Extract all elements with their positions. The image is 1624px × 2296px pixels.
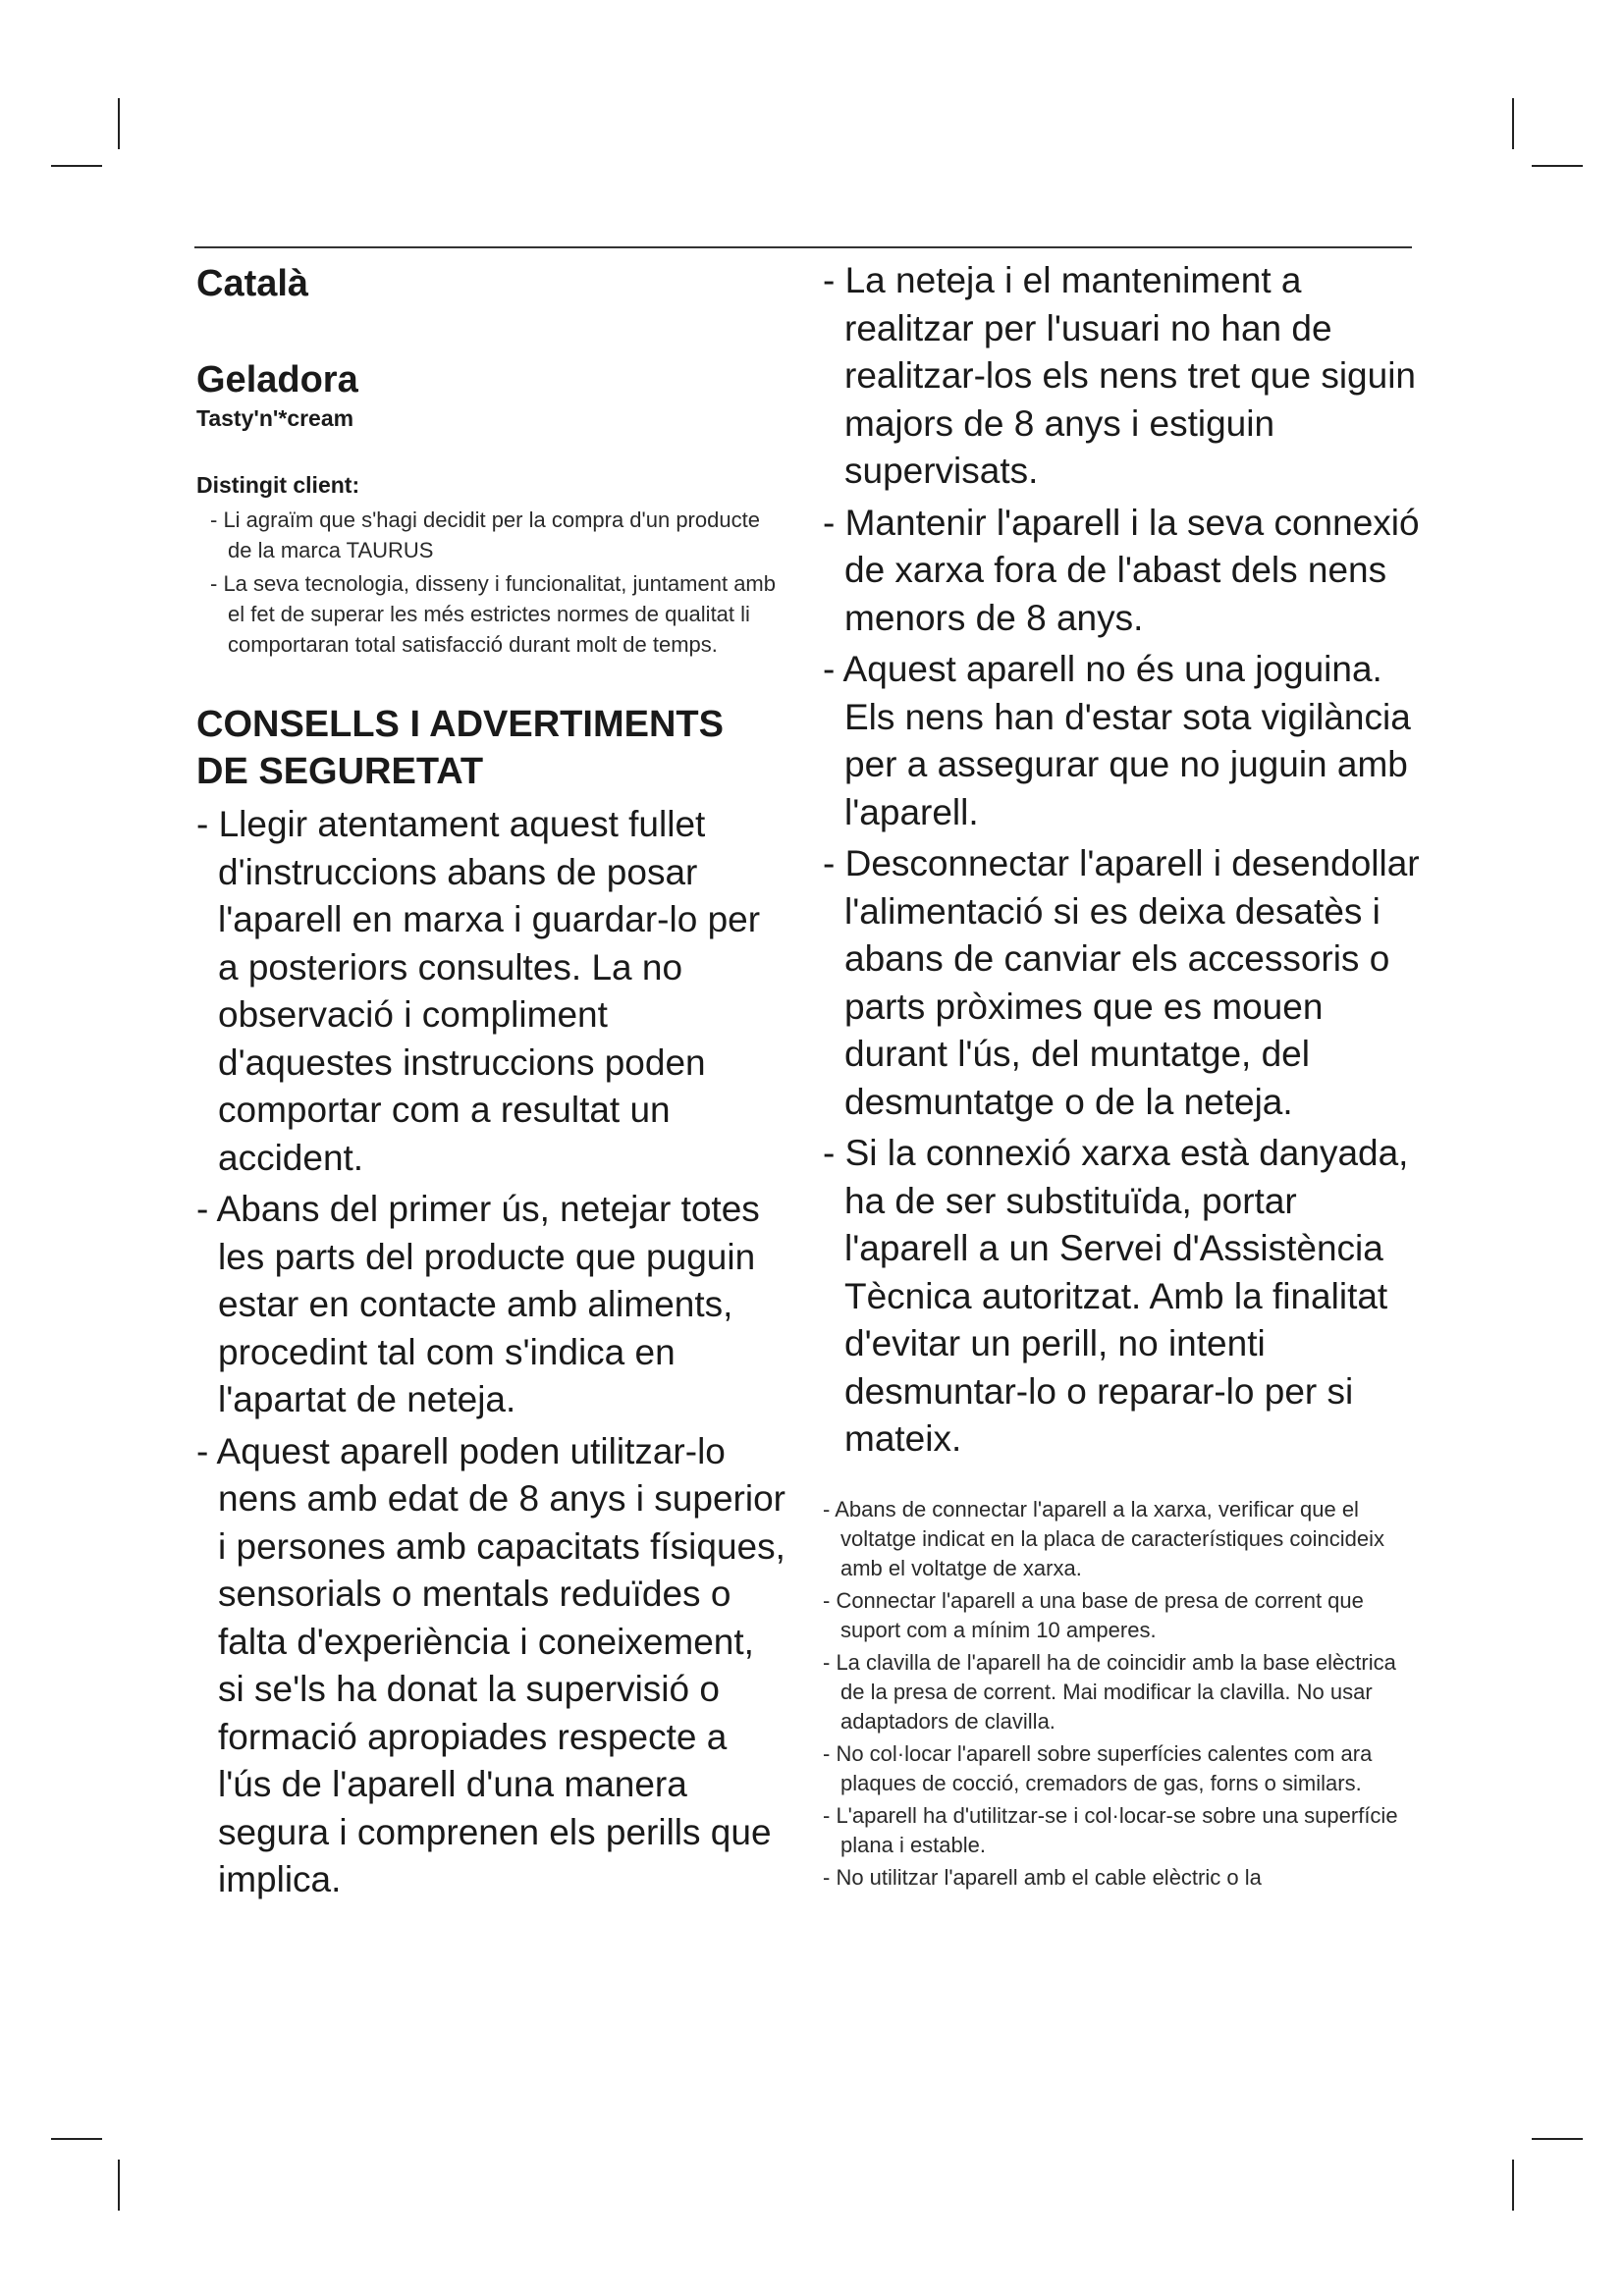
safety-list-small [823, 1495, 1422, 1893]
safety-small-item: - La clavilla de l'aparell ha de coincidir amb la base elèctrica de la presa de corrent. Mai modificar la clavilla. No usar adaptadors de clavilla. [823, 1649, 1396, 1734]
crop-mark [1512, 98, 1514, 149]
safety-list-right [823, 257, 1422, 1464]
safety-item: - Aquest aparell poden utilitzar-lo nens amb edat de 8 anys i superior i persones amb capacitats físiques, sensorials o mentals reduïdes o falta d'experiència i coneixement, si se'ls ha donat la supervisió o formació apropiades respecte a l'ús de l'aparell d'una manera segura i comprenen els perills que implica. [196, 1430, 785, 1899]
header-rule [194, 246, 1412, 248]
model-name: Tasty'n'*cream [196, 405, 354, 431]
section-title: CONSELLS I ADVERTIMENTS DE SEGURETAT [196, 704, 724, 792]
safety-item: - Si la connexió xarxa està danyada, ha de ser substituïda, portar l'aparell a un Servei d'Assistència Tècnica autoritzat. Amb la finalitat d'evitar un perill, no intenti desmuntar-lo o reparar-lo per si mateix. [823, 1133, 1409, 1459]
crop-mark [51, 165, 102, 167]
safety-item: - Aquest aparell no és una joguina. Els nens han d'estar sota vigilància per a assegurar que no juguin amb l'aparell. [823, 649, 1411, 832]
crop-mark [1512, 2160, 1514, 2211]
intro-list [196, 505, 785, 660]
safety-item: - Abans del primer ús, netejar totes les parts del producte que puguin estar en contacte amb aliments, procedint tal com s'indica en l'apartat de neteja. [196, 1189, 760, 1419]
safety-item: - La neteja i el manteniment a realitzar per l'usuari no han de realitzar-los els nens tret que siguin majors de 8 anys i estiguin supervisats. [823, 260, 1417, 491]
safety-small-item: - No col·locar l'aparell sobre superfícies calentes com ara plaques de cocció, cremadors de gas, forns o similars. [823, 1740, 1373, 1795]
right-column [823, 257, 1422, 1893]
crop-mark [118, 2160, 120, 2211]
safety-small-item: - L'aparell ha d'utilitzar-se i col·locar-se sobre una superfície plana i estable. [823, 1802, 1398, 1857]
language-title: Català [196, 263, 309, 304]
crop-mark [1532, 165, 1583, 167]
crop-mark [51, 2138, 102, 2140]
safety-small-item: - Connectar l'aparell a una base de presa de corrent que suport com a mínim 10 amperes. [823, 1587, 1364, 1642]
intro-item: - Li agraïm que s'hagi decidit per la compra d'un producte de la marca TAURUS [210, 507, 760, 562]
safety-item: - Mantenir l'aparell i la seva connexió de xarxa fora de l'abast dels nens menors de 8 anys. [823, 502, 1420, 638]
greeting: Distingit client: [196, 472, 360, 498]
left-column [196, 257, 785, 1904]
safety-item: - Llegir atentament aquest fullet d'instruccions abans de posar l'aparell en marxa i guardar-lo per a posteriors consultes. La no observació i compliment d'aquestes instruccions poden comportar com a resultat un accident. [196, 804, 761, 1178]
safety-small-item: - Abans de connectar l'aparell a la xarxa, verificar que el voltatge indicat en la placa de característiques coincideix amb el voltatge de xarxa. [823, 1496, 1384, 1580]
safety-list-left [196, 801, 785, 1904]
safety-small-item: - No utilitzar l'aparell amb el cable elèctric o la [823, 1864, 1262, 1890]
product-title: Geladora [196, 359, 358, 400]
safety-item: - Desconnectar l'aparell i desendollar l'alimentació si es deixa desatès i abans de canviar els accessoris o parts pròximes que es mouen durant l'ús, del muntatge, del desmuntatge o de la neteja. [823, 843, 1420, 1122]
intro-item: - La seva tecnologia, disseny i funcionalitat, juntament amb el fet de superar les més estrictes normes de qualitat li comportaran total satisfacció durant molt de temps. [210, 571, 776, 657]
crop-mark [1532, 2138, 1583, 2140]
crop-mark [118, 98, 120, 149]
